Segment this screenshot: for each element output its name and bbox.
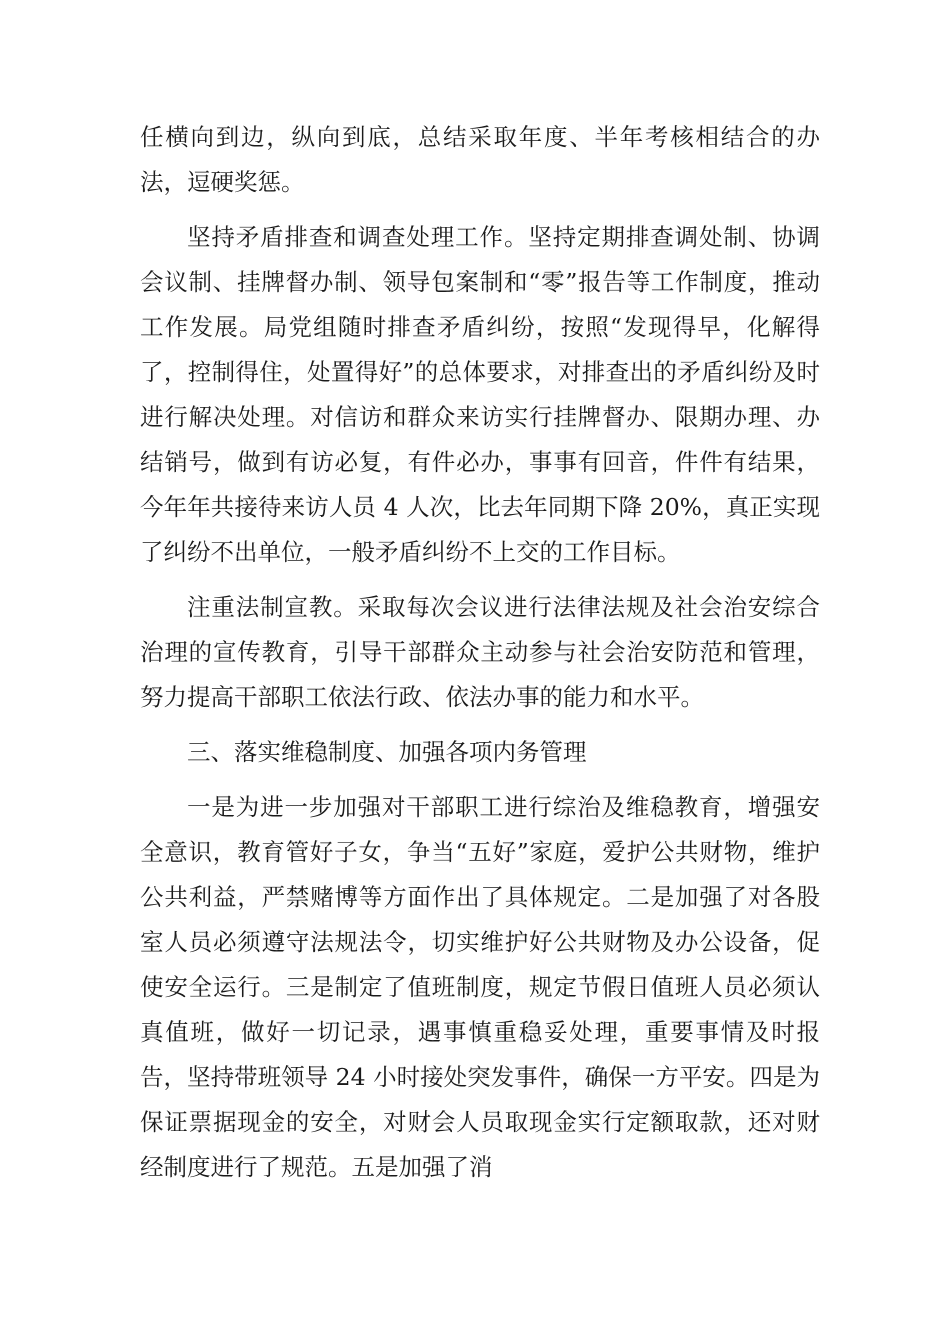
- paragraph-dispute-investigation: 坚持矛盾排查和调查处理工作。坚持定期排查调处制、协调会议制、挂牌督办制、领导包案制和“零”报告等工作制度，推动工作发展。局党组随时排查矛盾纠纷，按照“发现得早，化解得了，控制得住，处置得好”的总体要求，对排查出的矛盾纠纷及时进行解决处理。对信访和群众来访实行挂牌督办、限期办理、办结销号，做到有访必复，有件必办，事事有回音，件件有结果，今年年共接待来访人员 4 人次，比去年同期下降 20%，真正实现了纠纷不出单位，一般矛盾纠纷不上交的工作目标。: [140, 223, 820, 566]
- paragraph-internal-management: 一是为进一步加强对干部职工进行综治及维稳教育，增强安全意识，教育管好子女，争当“五好”家庭，爱护公共财物，维护公共利益，严禁赌博等方面作出了具体规定。二是加强了对各股室人员必须遵守法规法令，切实维护好公共财物及办公设备，促使安全运行。三是制定了值班制度，规定节假日值班人员必须认真值班，做好一切记录，遇事慎重稳妥处理，重要事情及时报告，坚持带班领导 24 小时接处突发事件，确保一方平安。四是为保证票据现金的安全，对财会人员取现金实行定额取款，还对财经制度进行了规范。五是加强了消: [140, 793, 820, 1181]
- section-heading: 三、落实维稳制度、加强各项内务管理: [187, 738, 587, 766]
- paragraph-continuation: 任横向到边，纵向到底，总结采取年度、半年考核相结合的办法，逗硬奖惩。: [140, 123, 820, 196]
- document-body: [140, 115, 820, 1200]
- paragraph-legal-education: 注重法制宣教。采取每次会议进行法律法规及社会治安综合治理的宣传教育，引导干部群众主动参与社会治安防范和管理，努力提高干部职工依法行政、依法办事的能力和水平。: [140, 593, 820, 711]
